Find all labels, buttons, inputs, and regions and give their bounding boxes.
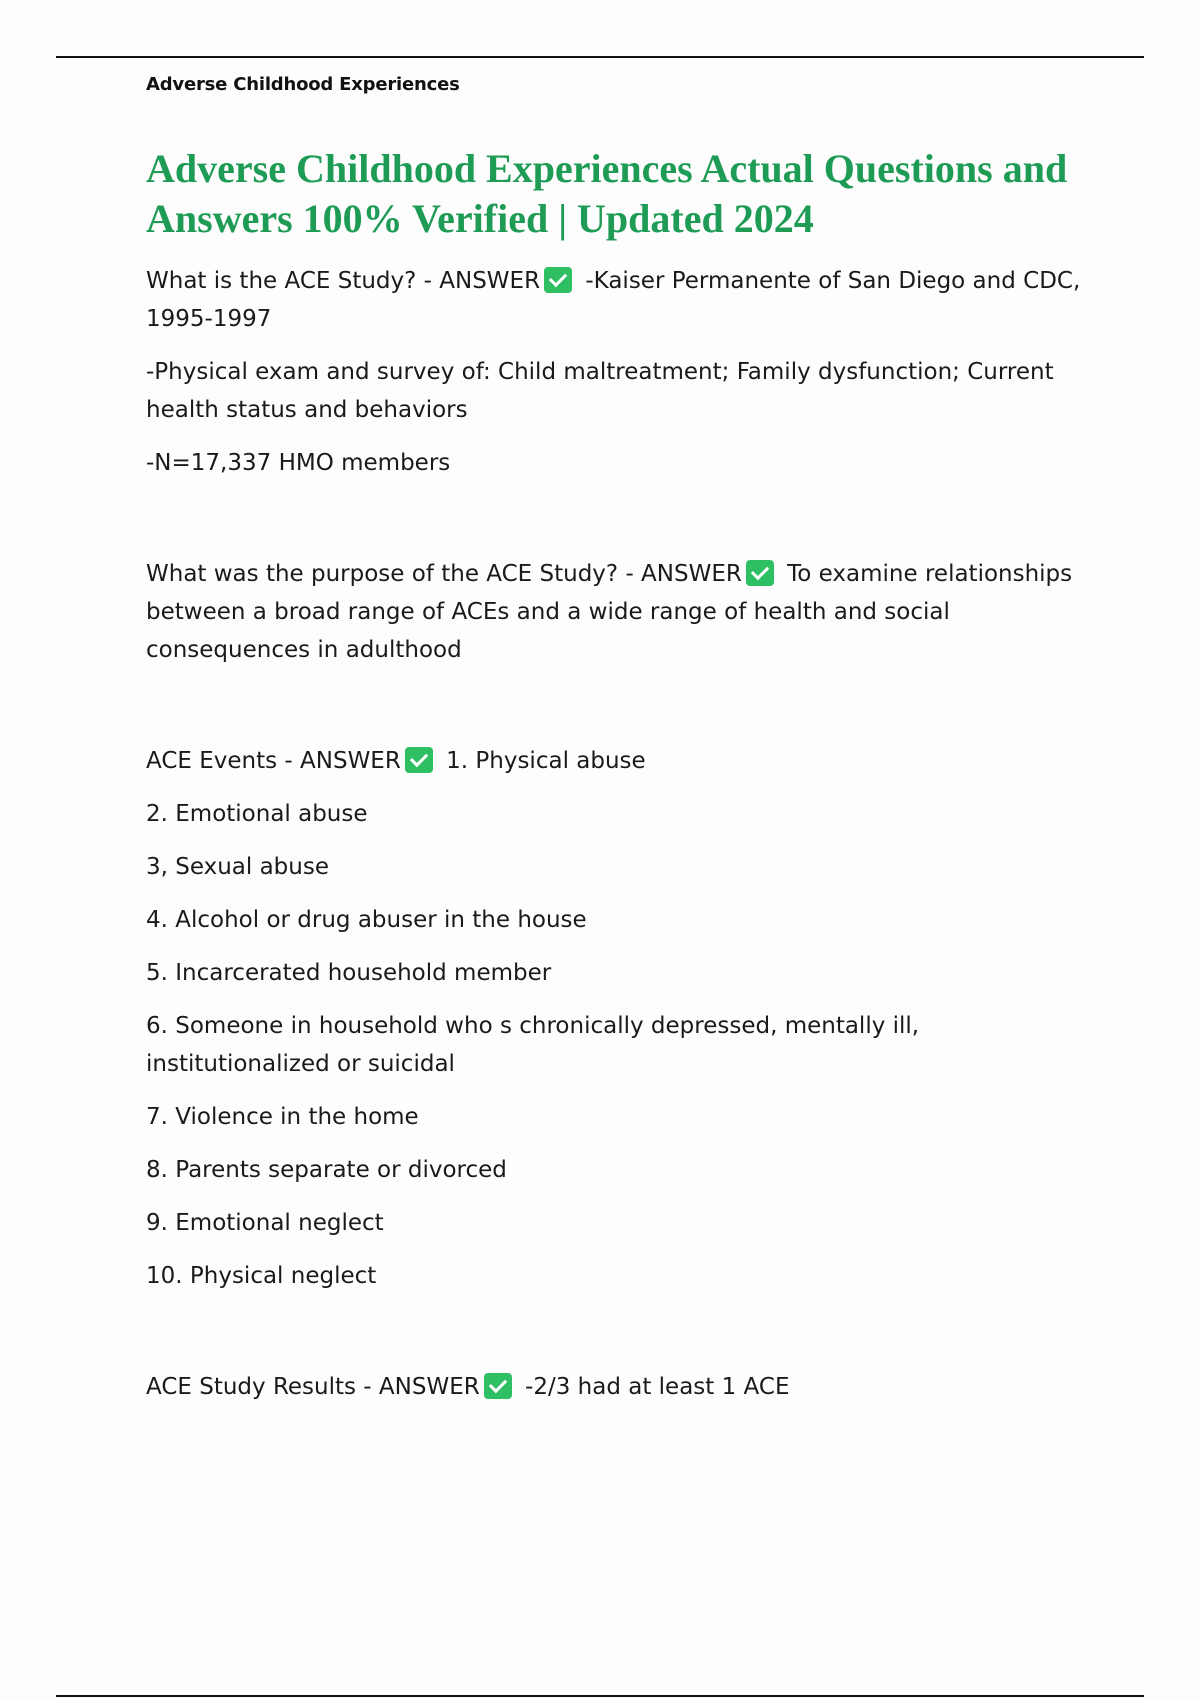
answer-line: -2/3 had at least 1 ACE: [525, 1374, 790, 1400]
document-title-line-1: Adverse Childhood Experiences Actual Questions and: [146, 146, 1068, 191]
qa-content: [146, 262, 1086, 1421]
question-text: ACE Events - ANSWER: [146, 748, 401, 774]
spacer: [146, 497, 1086, 555]
document-title: [146, 144, 1086, 244]
question-text: What was the purpose of the ACE Study? - ANSWER: [146, 561, 742, 587]
list-item: 8. Parents separate or divorced: [146, 1157, 507, 1183]
answer-line: -Physical exam and survey of: Child maltreatment; Family dysfunction; Current health status and behaviors: [146, 359, 1054, 423]
list-item: 6. Someone in household who s chronically depressed, mentally ill, institutionalized or suicidal: [146, 1013, 920, 1077]
checkmark-icon: [405, 747, 433, 773]
qa-item-purpose: [146, 555, 1086, 669]
answer-line: 1. Physical abuse: [446, 748, 646, 774]
list-item: 10. Physical neglect: [146, 1263, 377, 1289]
document-title-line-2: Answers 100% Verified | Updated 2024: [146, 196, 814, 241]
list-item: 4. Alcohol or drug abuser in the house: [146, 907, 587, 933]
answer-line: -N=17,337 HMO members: [146, 450, 451, 476]
question-text: What is the ACE Study? - ANSWER: [146, 268, 541, 294]
qa-item-results: [146, 1368, 1086, 1406]
list-item: 3, Sexual abuse: [146, 854, 329, 880]
question-text: ACE Study Results - ANSWER: [146, 1374, 480, 1400]
qa-item-ace-events: [146, 742, 1086, 780]
checkmark-icon: [746, 560, 774, 586]
spacer: [146, 1310, 1086, 1368]
list-item: 7. Violence in the home: [146, 1104, 419, 1130]
spacer: [146, 684, 1086, 742]
list-item: 9. Emotional neglect: [146, 1210, 384, 1236]
checkmark-icon: [544, 267, 572, 293]
checkmark-icon: [484, 1373, 512, 1399]
list-item: 2. Emotional abuse: [146, 801, 368, 827]
header-rule: [56, 56, 1144, 58]
running-header: Adverse Childhood Experiences: [146, 74, 460, 95]
list-item: 5. Incarcerated household member: [146, 960, 552, 986]
qa-item-ace-study: [146, 262, 1086, 338]
footer-rule: [56, 1695, 1144, 1697]
answer-line: To examine relationships between a broad range of ACEs and a wide range of health and social consequences in adulthood: [146, 561, 1073, 663]
answer-line: -Kaiser Permanente of San Diego and CDC, 1995-1997: [146, 268, 1081, 332]
